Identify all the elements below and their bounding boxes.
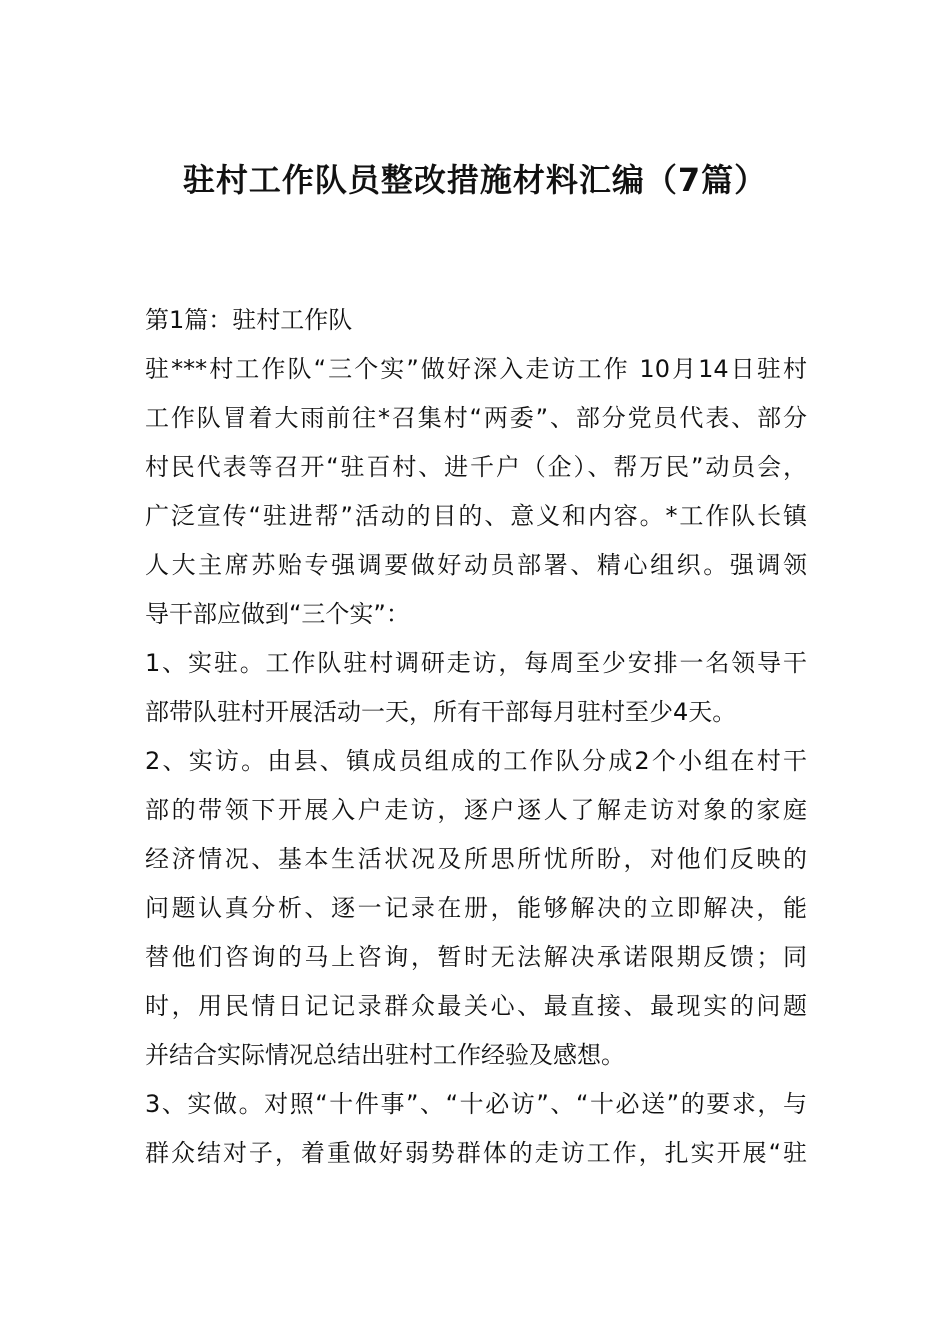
paragraph-line: 驻***村工作队“三个实”做好深入走访工作 10月14日驻村 [145, 355, 807, 383]
paragraph-line: 导干部应做到“三个实”： [145, 600, 410, 628]
list-item-line: 经济情况、基本生活状况及所思所忧所盼，对他们反映的 [145, 845, 807, 873]
list-item-line: 2、实访。由县、镇成员组成的工作队分成2个小组在村干 [145, 747, 807, 775]
list-item-line: 并结合实际情况总结出驻村工作经验及感想。 [145, 1041, 625, 1069]
list-item-line: 替他们咨询的马上咨询，暂时无法解决承诺限期反馈；同 [145, 943, 807, 971]
list-item-line: 部带队驻村开展活动一天，所有干部每月驻村至少4天。 [145, 698, 737, 726]
section-heading: 第1篇：驻村工作队 [145, 306, 353, 334]
paragraph-line: 人大主席苏贻专强调要做好动员部署、精心组织。强调领 [145, 551, 807, 579]
list-item-line: 3、实做。对照“十件事”、“十必访”、“十必送”的要求，与 [145, 1090, 807, 1118]
list-item-line: 问题认真分析、逐一记录在册，能够解决的立即解决，能 [145, 894, 807, 922]
paragraph-line: 广泛宣传“驻进帮”活动的目的、意义和内容。*工作队长镇 [145, 502, 807, 530]
list-item-line: 时，用民情日记记录群众最关心、最直接、最现实的问题 [145, 992, 807, 1020]
document-title: 驻村工作队员整改措施材料汇编（7篇） [182, 161, 768, 199]
document-body [145, 296, 807, 1178]
list-item-line: 1、实驻。工作队驻村调研走访，每周至少安排一名领导干 [145, 649, 807, 677]
paragraph-line: 工作队冒着大雨前往*召集村“两委”、部分党员代表、部分 [145, 404, 807, 432]
list-item-line: 群众结对子，着重做好弱势群体的走访工作，扎实开展“驻 [145, 1139, 807, 1167]
list-item-line: 部的带领下开展入户走访，逐户逐人了解走访对象的家庭 [145, 796, 807, 824]
paragraph-line: 村民代表等召开“驻百村、进千户（企）、帮万民”动员会， [145, 453, 807, 481]
